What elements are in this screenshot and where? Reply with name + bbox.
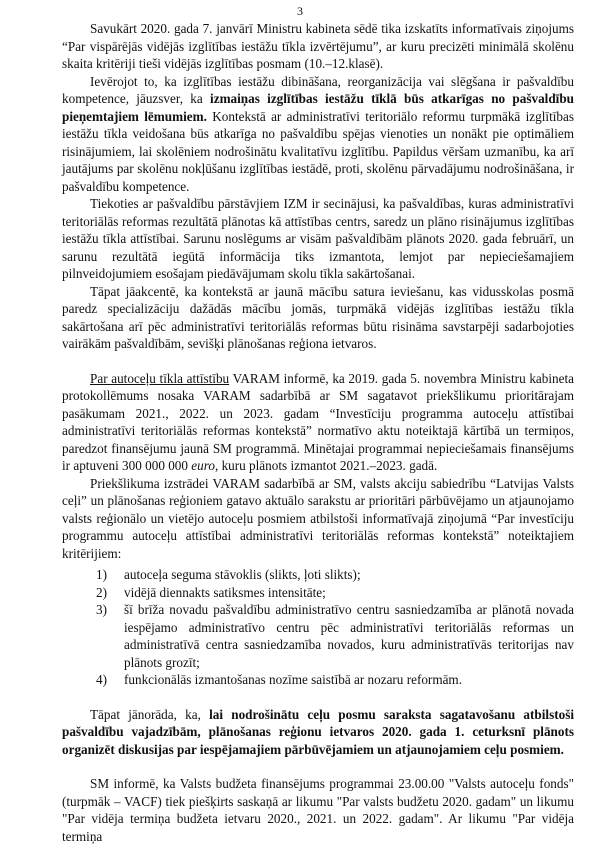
list-item (62, 566, 574, 584)
list-item (62, 671, 574, 689)
list-item-text: šī brīža novadu pašvaldību administratīvo centru sasniedzamība ar plānotā novada iespējamo administratīvo centru pēc administratīvi teritoriālās reformas un administratīvā centra sasniedzamība novados, kuru administratīvās teritorijas nav plānots grozīt; (124, 602, 574, 670)
paragraph-text: Ievērojot to, ka izglītības iestāžu dibināšana, reorganizācija vai slēgšana ir pašvaldību kompetence, jāuzsver, ka (62, 73, 574, 106)
paragraph-text: Kontekstā ar administratīvi teritoriālo reformu turpmākā izglītības iestāžu tīkla veidošana būs atkarīga no pašvaldību spējas vienoties un nonākt pie optimāliem risinājumiem, lai skolēniem nodrošinātu kvalitatīvu izglītību. Papildus vēršam uzmanību, ka arī jautājums par skolēnu nokļūšanu izglītības iestādē, proti, skolēnu pārvadājumu nodrošināšana, ir pašvaldību kompetence. (62, 108, 574, 194)
paragraph-izm-secinajumi: Tiekoties ar pašvaldību pārstāvjiem IZM ir secinājusi, ka pašvaldības, kuras administratīvi teritoriālās reformas rezultātā plānotas kā attīstības centrs, saredz un plāno risinājumus izglītības iestāžu tīkla attīstībai. Sarunu noslēgums ar visām pašvaldībām plānots 2020. gada februārī, un sarunu rezultātā iegūtā informācija tiks izmantota, lemjot par nepieciešamajiem pilnveidojumiem esošajam piedāvājumam skolu tīkla sakārtošanai. (62, 196, 574, 281)
paragraph-pasvaldibu-kompetence (62, 73, 574, 196)
list-item (62, 601, 574, 671)
paragraph-vacf-finansejums: SM informē, ka Valsts budžeta finansējums programmai 23.00.00 "Valsts autoceļu fonds" (turpmāk – VACF) tiek piešķirts saskaņā ar likumu "Par valsts budžetu 2020. gadam" un likumu "Par vidēja termiņa budžeta ietvaru 2020., 2021. un 2022. gadam". Ar likumu "Par vidēja termiņa (62, 776, 574, 844)
paragraph-text: VARAM informē, ka 2019. gada 5. novembra Ministru kabineta protokollēmums nosaka VARAM sadarbībā ar SM sagatavot priekšlikumu prioritārajam pasākumam 2021., 2022. un 2023. gadam “Investīciju programma autoceļu attīstībai administratīvi teritoriālās reformas kontekstā” normatīvo aktu noteiktajā kārtībā un termiņos, paredzot finansējumu jaunā SM programmā. Minētajai programmai nepieciešamais finansējums ir aptuveni 300 000 000 (62, 370, 574, 473)
section-heading-underlined: Par autoceļu tīkla attīstību (90, 370, 230, 386)
criteria-list (62, 566, 574, 689)
list-item-number: 3) (96, 602, 107, 617)
emphasis-text: izmaiņas izglītības iestāžu tīklā būs atkarīgas no pašvaldību pieņemtajiem lēmumiem. (62, 91, 574, 124)
paragraph-prieksllikuma-izstrade: Priekšlikuma izstrādei VARAM sadarbībā ar SM, valsts akciju sabiedrību “Latvijas Valsts ceļi” un plānošanas reģioniem gatavo aktuālo sarakstu ar prioritāri pārbūvējamo un atjaunojamo valsts reģionālo un vietējo autoceļu posmiem atbilstoši informatīvajā ziņojumā “Par investīciju programmu autoceļu attīstībai administratīvi teritoriālās reformas kontekstā” noteiktajiem kritērijiem: (62, 475, 574, 561)
paragraph-ministru-kabineta-zinojums: Savukārt 2020. gada 7. janvārī Ministru kabineta sēdē tika izskatīts informatīvais ziņojums “Par vispārējās vidējās izglītības iestāžu tīkla izvērtējumu”, ar kuru precizēti minimālā skolēnu skaita kritēriji tieši vidējās izglītības posmam (10.–12.klasē). (62, 21, 574, 71)
paragraph-autocelu-tikls (62, 370, 574, 475)
list-item (62, 584, 574, 602)
list-item-number: 2) (96, 584, 107, 600)
document-body (62, 20, 574, 845)
paragraph-macibu-saturs: Tāpat jāakcentē, ka kontekstā ar jaunā mācību satura ieviešanu, kas vidusskolas posmā paredz specializāciju dažādās mācību jomās, turpmākā vidējās izglītības iestāžu tīkla sakārtošana arī pēc administratīvi teritoriālās reformas būtu risināma savstarpēji sadarbojoties vairākām pašvaldībām, sevišķi plānošanas reģiona ietvaros. (62, 283, 574, 351)
emphasis-text: lai nodrošinātu ceļu posmu saraksta sagatavošanu atbilstoši pašvaldību vajadzībām, plānošanas reģionu ietvaros 2020. gada 1. ceturksnī plānots organizēt diskusijas par iespējamajiem pārbūvējamiem un atjaunojamiem ceļu posmiem. (62, 706, 574, 757)
page-number: 3 (297, 4, 303, 18)
list-item-number: 1) (96, 567, 107, 582)
currency-italic: euro (191, 458, 215, 473)
paragraph-diskusijas (62, 706, 574, 759)
list-item-number: 4) (96, 672, 107, 687)
list-item-text: autoceļa seguma stāvoklis (slikts, ļoti slikts); (124, 567, 361, 582)
paragraph-text: , kuru plānots izmantot 2021.–2023. gadā. (214, 458, 438, 473)
list-item-text: funkcionālās izmantošanas nozīme saistībā ar nozaru reformām. (124, 672, 462, 687)
paragraph-text: Tāpat jānorāda, ka, (90, 706, 210, 722)
list-item-text: vidējā diennakts satiksmes intensitāte; (124, 584, 326, 600)
